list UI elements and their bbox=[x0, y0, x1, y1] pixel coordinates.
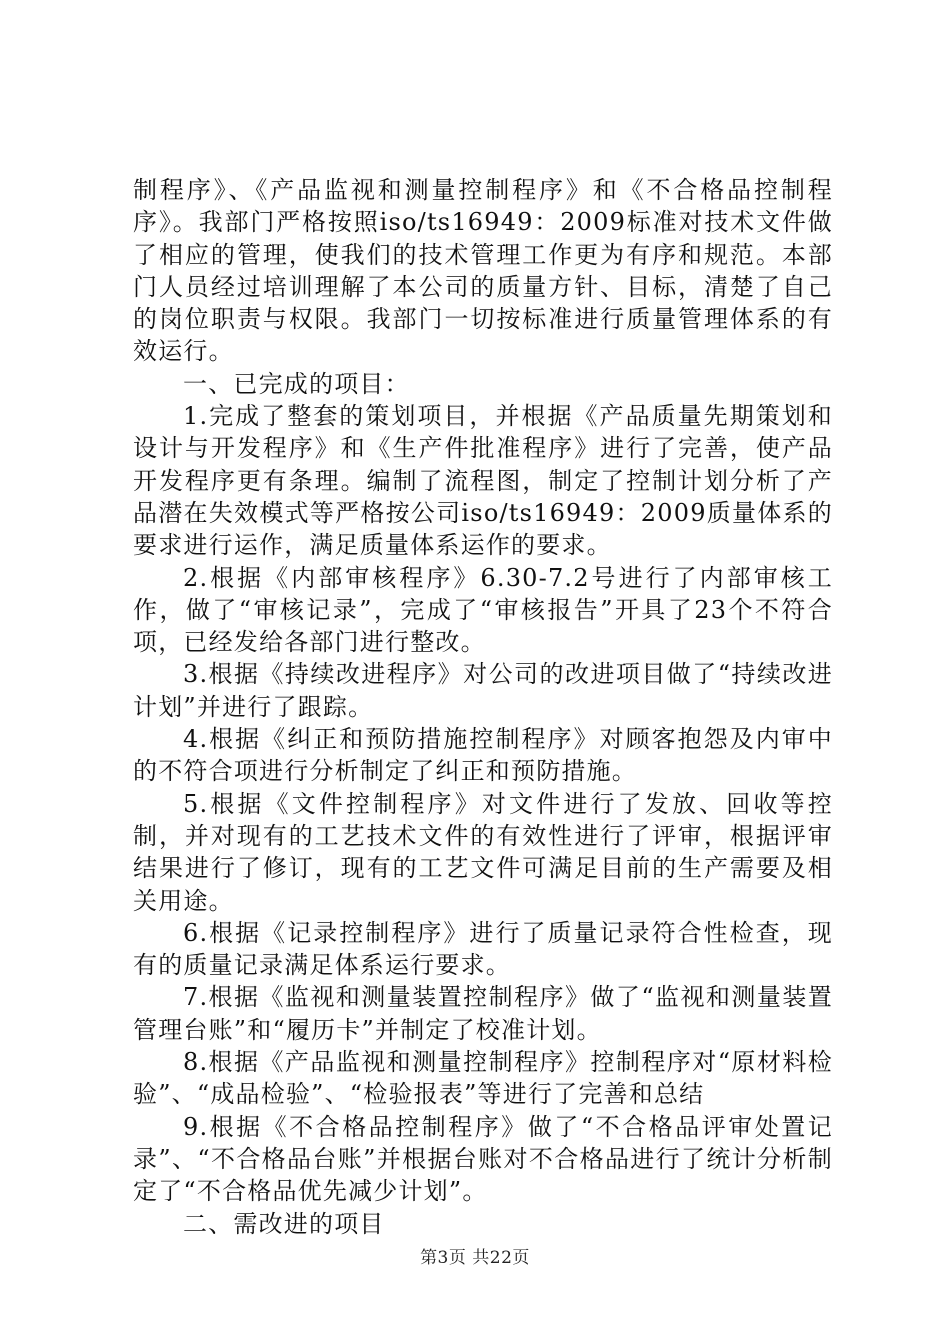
paragraph-intro: 制程序》、《产品监视和测量控制程序》和《不合格品控制程序》。我部门严格按照iso/ts16949：2009标准对技术文件做了相应的管理，使我们的技术管理工作更为有序和规范。本部门人员经过培训理解了本公司的质量方针、目标，清楚了自己的岗位职责与权限。我部门一切按标准进行质量管理体系的有效运行。 bbox=[133, 176, 833, 366]
list-item-4: 4.根据《纠正和预防措施控制程序》对顾客抱怨及内审中的不符合项进行分析制定了纠正和预防措施。 bbox=[133, 725, 833, 786]
list-item-1: 1.完成了整套的策划项目，并根据《产品质量先期策划和设计与开发程序》和《生产件批准程序》进行了完善，使产品开发程序更有条理。编制了流程图，制定了控制计划分析了产品潜在失效模式等严格按公司iso/ts16949：2009质量体系的要求进行运作，满足质量体系运作的要求。 bbox=[133, 402, 833, 560]
list-item-8: 8.根据《产品监视和测量控制程序》控制程序对“原材料检验”、“成品检验”、“检验报表”等进行了完善和总结 bbox=[133, 1048, 833, 1109]
list-item-2: 2.根据《内部审核程序》6.30-7.2号进行了内部审核工作，做了“审核记录”，完成了“审核报告”开具了23个不符合项，已经发给各部门进行整改。 bbox=[133, 563, 833, 657]
section-heading-improvements: 二、需改进的项目 bbox=[183, 1209, 385, 1238]
list-item-7: 7.根据《监视和测量装置控制程序》做了“监视和测量装置管理台账”和“履历卡”并制定了校准计划。 bbox=[133, 983, 833, 1044]
section-heading-completed: 一、已完成的项目： bbox=[183, 369, 410, 398]
page-footer: 第3页 共22页 bbox=[420, 1248, 530, 1268]
list-item-3: 3.根据《持续改进程序》对公司的改进项目做了“持续改进计划”并进行了跟踪。 bbox=[133, 660, 833, 721]
list-item-5: 5.根据《文件控制程序》对文件进行了发放、回收等控制，并对现有的工艺技术文件的有效性进行了评审，根据评审结果进行了修订，现有的工艺文件可满足目前的生产需要及相关用途。 bbox=[133, 789, 833, 915]
list-item-6: 6.根据《记录控制程序》进行了质量记录符合性检查，现有的质量记录满足体系运行要求。 bbox=[133, 918, 833, 980]
document-body bbox=[133, 174, 833, 1240]
list-item-9: 9.根据《不合格品控制程序》做了“不合格品评审处置记录”、“不合格品台账”并根据台账对不合格品进行了统计分析制定了“不合格品优先减少计划”。 bbox=[133, 1112, 833, 1206]
